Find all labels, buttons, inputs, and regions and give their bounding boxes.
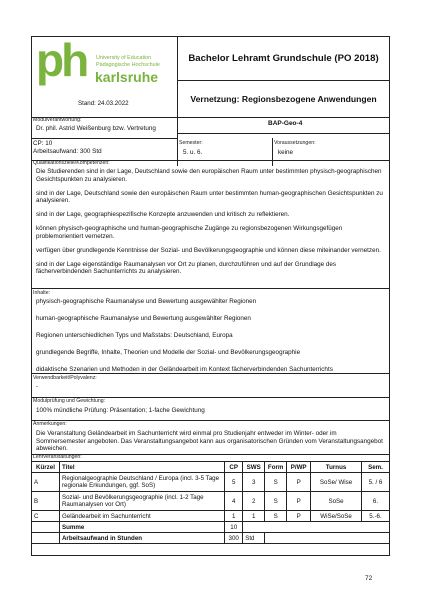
cell-sws: 3 — [243, 473, 265, 492]
sum-label: Summe — [59, 522, 224, 533]
cell-pwp: P — [287, 511, 311, 522]
cell-code: A — [32, 473, 60, 492]
program-title: Bachelor Lehramt Grundschule (PO 2018) — [188, 52, 379, 64]
cell-sem: 5. / 6 — [362, 473, 390, 492]
workload-unit: Std — [243, 533, 265, 544]
qualifications-list — [36, 168, 384, 282]
workload-label: Arbeitsaufwand in Stunden — [59, 533, 224, 544]
prerequisites-label: Voraussetzungen: — [274, 140, 316, 146]
workload-row — [32, 533, 390, 544]
header-sws: SWS — [243, 462, 265, 473]
cell-cp: 4 — [225, 492, 243, 511]
cell-sem: 6. — [362, 492, 390, 511]
cell-sws: 2 — [243, 492, 265, 511]
prerequisites-value: keine — [278, 149, 294, 156]
cell-form: S — [265, 511, 287, 522]
responsible-value: Dr. phil. Astrid Weißenburg bzw. Vertretung — [36, 125, 156, 132]
cell-title: Sozial- und Bevölkerungsgeographie (incl. 1-2 Tage Raumanalysen vor Ort) — [59, 492, 224, 511]
logo-line-2: Pädagogische Hochschule — [96, 62, 160, 68]
qualifications-label: Qualifikationsziele/Kompetenzen: — [33, 160, 110, 166]
cell-code: B — [32, 492, 60, 511]
qualification-item: können physisch-geographische und human-geographische Zugänge zu regionsbezogenen Wirkungsgefügen problemorientiert vernetzen. — [36, 225, 343, 240]
responsible-label: Modulverantwortung: — [33, 117, 82, 123]
workload-value: 300 — [225, 533, 243, 544]
module-code: BAP-Geo-4 — [268, 120, 303, 127]
content-item: physisch-geographische Raumanalyse und Bewertung ausgewählter Regionen — [36, 298, 257, 305]
module-title: Vernetzung: Regionsbezogene Anwendungen — [190, 93, 377, 104]
header-sem: Sem. — [362, 462, 390, 473]
cell-title: Geländearbeit im Sachunterricht — [59, 511, 224, 522]
courses-label: Lehrveranstaltungen: — [33, 454, 82, 460]
content-item: didaktische Szenarien und Methoden in der Geländearbeit im Kontext fächerverbindenden Sachunterrichts — [36, 365, 333, 373]
qualification-item: sind in der Lage eigenständige Raumanalysen vor Ort zu planen, durchzuführen und auf der Grundlage des fächerverbindenden Sachunterrichts zu analysieren. — [36, 260, 336, 276]
cell-cp: 5 — [225, 473, 243, 492]
contents-label: Inhalte: — [33, 290, 51, 296]
logo-line-1: University of Education — [96, 55, 152, 61]
courses-table-wrap — [31, 461, 390, 544]
cell-sws: 1 — [243, 511, 265, 522]
cell-pwp: P — [287, 492, 311, 511]
page-number: 72 — [365, 575, 373, 582]
content-item: Regionen unterschiedlichen Typs und Maßstabs: Deutschland, Europa — [36, 331, 233, 339]
header-turnus: Turnus — [311, 462, 362, 473]
content-item: grundlegende Begriffe, Inhalte, Theorien und Modelle der Sozial- und Bevölkerungsgeographie — [36, 348, 301, 356]
cell-title: Regionalgeographie Deutschland / Europa (incl. 3-5 Tage regionale Erkundungen, ggf. SoS) — [59, 473, 224, 492]
cell-sem: 5.-6. — [362, 511, 390, 522]
exam-value: 100% mündliche Prüfung: Präsentation; 1-fache Gewichtung — [36, 407, 205, 414]
table-row — [32, 511, 390, 522]
usability-label: Verwendbarkeit/Polyvalenz: — [33, 375, 97, 381]
university-logo — [36, 34, 166, 96]
table-row — [32, 473, 390, 492]
cell-form: S — [265, 492, 287, 511]
qualification-item: Die Studierenden sind in der Lage, Deutschland sowie den europäischen Raum unter bestimmten physisch-geographischen Gesichtspunkten zu analysieren. — [36, 168, 382, 183]
logo-mark: ph — [36, 34, 87, 86]
table-header-row — [32, 462, 390, 473]
qualification-item: sind in der Lage, Deutschland sowie den europäischen Raum unter bestimmten human-geographischen Gesichtspunkten zu analysieren. — [36, 189, 383, 205]
exam-label: Modulprüfung und Gewichtung: — [33, 398, 106, 404]
workload: Arbeitsaufwand: 300 Std — [33, 148, 102, 155]
sum-row — [32, 522, 390, 533]
cell-pwp: P — [287, 473, 311, 492]
notes-label: Anmerkungen: — [33, 421, 67, 427]
cell-form: S — [265, 473, 287, 492]
qualification-item: verfügen über grundlegende Kenntnisse der Sozial- und Bevölkerungsgeographie und können diese miteinander vernetzen. — [36, 246, 381, 254]
logo-city: karlsruhe — [95, 69, 159, 85]
credit-points: CP: 10 — [33, 140, 53, 147]
semester-value: 5. u. 6. — [183, 149, 203, 156]
header-pwp: P/WP — [287, 462, 311, 473]
cell-cp: 1 — [225, 511, 243, 522]
cell-turnus: SoSe/ Wise — [311, 473, 362, 492]
sum-cp: 10 — [225, 522, 243, 533]
cell-turnus: SoSe — [311, 492, 362, 511]
semester-label: Semester: — [179, 140, 203, 146]
cell-code: C — [32, 511, 60, 522]
revision-date: Stand: 24.03.2022 — [78, 100, 129, 107]
header-cp: CP — [225, 462, 243, 473]
usability-value: - — [36, 383, 39, 390]
table-row — [32, 492, 390, 511]
cell-turnus: WiSe/SoSe — [311, 511, 362, 522]
notes-value: Die Veranstaltung Geländearbeit im Sachunterricht wird einmal pro Studienjahr entweder im Winter- oder im Sommersemester angeboten. Das Veranstaltungsangebot kann aus organisatorischen Gründen vom Veranstaltungsangebot abweichen. — [36, 430, 383, 453]
header-form: Form — [265, 462, 287, 473]
header-title: Titel — [59, 462, 224, 473]
content-item: human-geographische Raumanalyse und Bewertung ausgewählter Regionen — [36, 314, 251, 322]
contents-list — [36, 298, 384, 382]
courses-table — [31, 461, 390, 544]
qualification-item: sind in der Lage, geographiespezifische Konzepte anzuwenden und kritisch zu reflektieren. — [36, 211, 290, 219]
header-code: Kürzel — [32, 462, 60, 473]
